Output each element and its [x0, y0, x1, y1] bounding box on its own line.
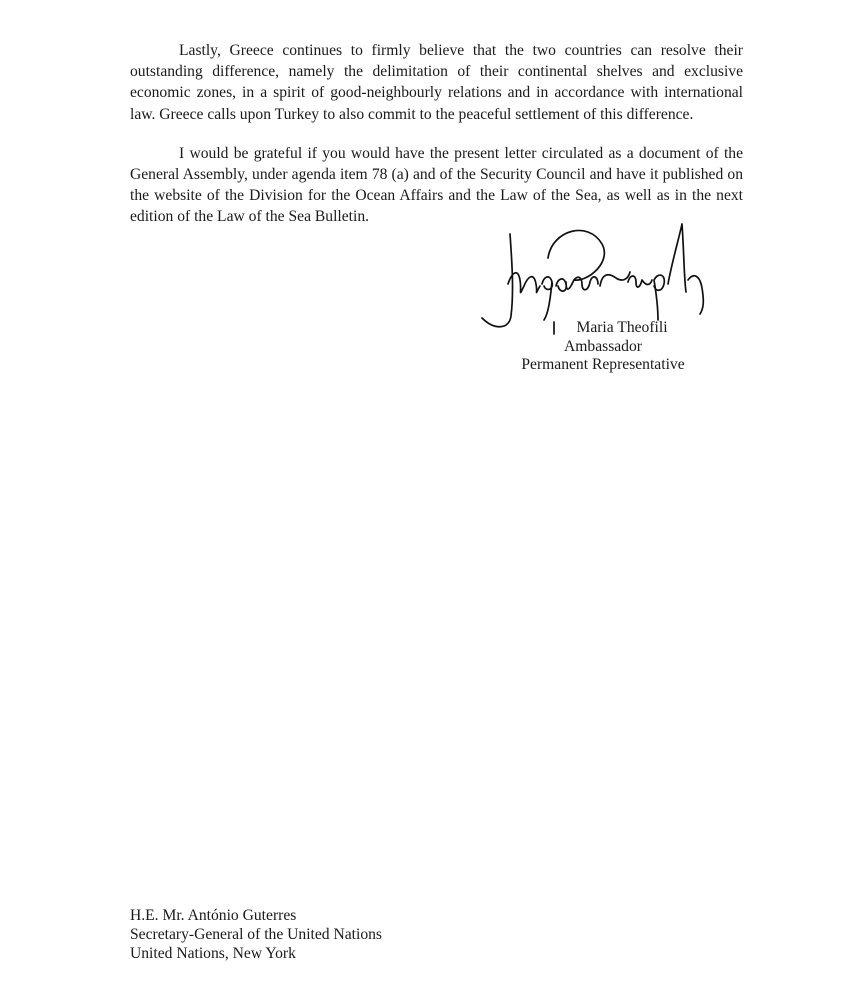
addressee-position: Secretary-General of the United Nations [130, 925, 382, 943]
signatory-block [508, 319, 698, 375]
letter-body [130, 40, 743, 246]
signatory-title: Ambassador [564, 337, 642, 355]
circulation-request-paragraph: I would be grateful if you would have the present letter circulated as a document of the General Assembly, under agenda item 78 (a) and of the Security Council and have it published on the website of the Division for the Ocean Affairs and the Law of the Sea, as well as in the next edition of the Law of the Sea Bulletin. [130, 144, 743, 226]
closing-paragraph: Lastly, Greece continues to firmly believe that the two countries can resolve their outstanding difference, namely the delimitation of their continental shelves and exclusive economic zones, in a spirit of good-neighbourly relations and in accordance with international law. Greece calls upon Turkey to also commit to the peaceful settlement of this difference. [130, 42, 743, 123]
signatory-name: Maria Theofili [576, 319, 668, 336]
addressee-name: H.E. Mr. António Guterres [130, 907, 297, 924]
addressee-location: United Nations, New York [130, 944, 296, 962]
signatory-role: Permanent Representative [521, 356, 685, 374]
addressee-block [130, 907, 382, 963]
